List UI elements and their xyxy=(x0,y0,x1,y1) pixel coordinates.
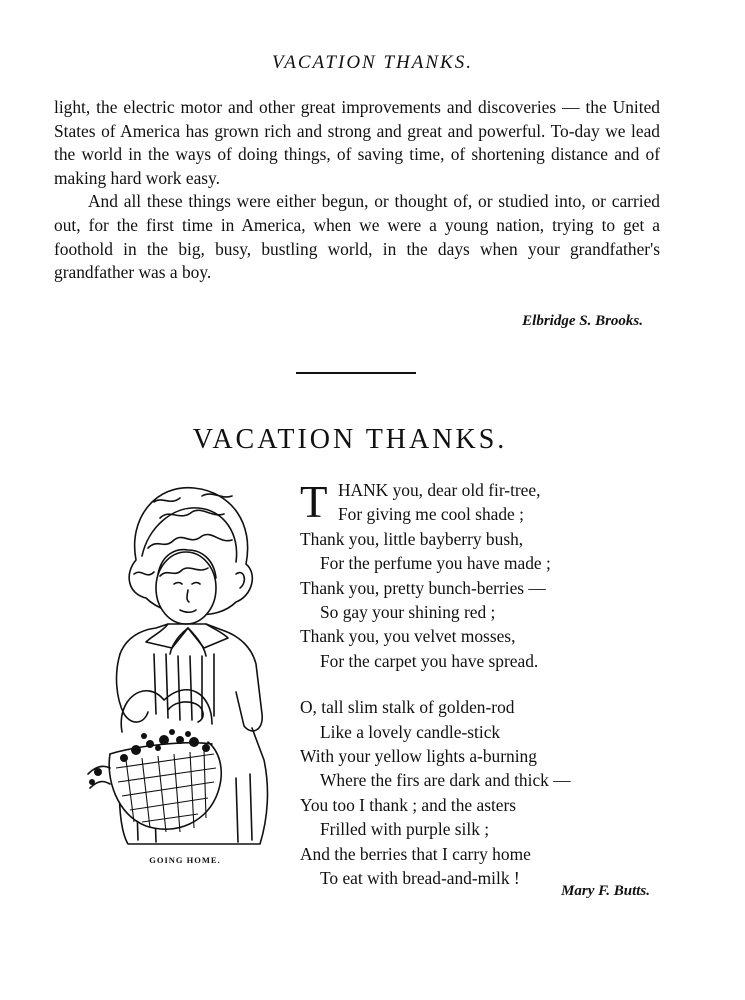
poem-line: For the carpet you have spread. xyxy=(320,650,539,671)
poem-stanza xyxy=(300,695,571,890)
girl-with-basket-illustration xyxy=(76,478,282,850)
poem-line: For giving me cool shade ; xyxy=(338,504,524,525)
poem-line: HANK you, dear old fir-tree, xyxy=(338,480,541,500)
poem-line: Like a lovely candle-stick xyxy=(320,721,501,742)
prose-signature: Elbridge S. Brooks. xyxy=(522,313,643,329)
poem-line: Frilled with purple silk ; xyxy=(320,819,490,840)
poem-stanza xyxy=(300,478,571,673)
prose-text xyxy=(54,96,660,285)
poem-line: Thank you, little bayberry bush, xyxy=(300,528,524,549)
prose-paragraph: And all these things were either begun, or thought of, or studied into, or carried out, for the first time in America, when we were a young nation, trying to get a foothold in the big, busy, bustling world, in the days when your grandfather's grandfather was a boy. xyxy=(54,191,660,283)
poem-line: To eat with bread-and-milk ! xyxy=(320,868,520,889)
poem-line: O, tall slim stalk of golden-rod xyxy=(300,697,515,718)
poem-line: Where the firs are dark and thick — xyxy=(320,770,571,791)
poem-line: Thank you, you velvet mosses, xyxy=(300,626,516,647)
poem-body xyxy=(300,478,571,891)
section-divider xyxy=(296,372,416,374)
poem-line: You too I thank ; and the asters xyxy=(300,794,517,815)
poem-line: And the berries that I carry home xyxy=(300,843,531,864)
poem-signature: Mary F. Butts. xyxy=(561,883,650,899)
poem-line: So gay your shining red ; xyxy=(320,602,496,623)
drop-cap: T xyxy=(300,477,328,527)
poem-line: For the perfume you have made ; xyxy=(320,553,551,574)
poem-line: Thank you, pretty bunch-berries — xyxy=(300,577,546,598)
prose-paragraph: light, the electric motor and other great improvements and discoveries — the United States of America has grown rich and strong and great and powerful. To-day we lead the world in the ways of doing things, of saving time, of shortening distance and of making hard work easy. xyxy=(54,97,660,188)
running-head: VACATION THANKS. xyxy=(272,52,473,73)
poem-line: With your yellow lights a-burning xyxy=(300,746,537,767)
illustration-caption: GOING HOME. xyxy=(149,855,221,865)
poem-title: VACATION THANKS. xyxy=(192,424,508,455)
